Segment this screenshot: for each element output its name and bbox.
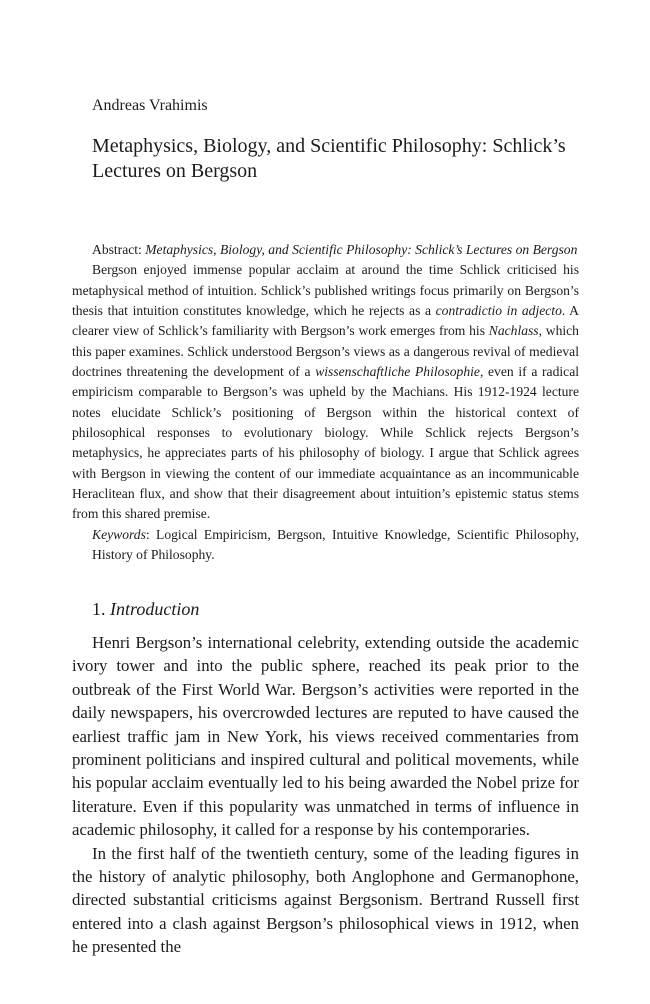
keywords bbox=[72, 525, 579, 566]
abstract-paragraph bbox=[72, 260, 579, 524]
abstract-term-wissenschaftliche: wissenschaftliche Philosophie bbox=[315, 364, 480, 380]
abstract-term-nachlass: Nachlass bbox=[488, 323, 539, 339]
keywords-label: Keywords bbox=[92, 526, 146, 542]
section-title: Introduction bbox=[110, 599, 200, 619]
abstract-text-2: . A clearer view of Schlick’s familiarity with Bergson’s work emerges from his bbox=[72, 303, 579, 339]
abstract-text-4: , even if a radical empiricism comparable to Bergson’s was upheld by the Machians. His 1912-1924 lecture notes elucidate Schlick’s positioning of Bergson within the historical context of philosophical responses to evolutionary biology. While Schlick rejects Bergson’s metaphysics, he appreciates parts of his philosophy of biology. I argue that Schlick agrees with Bergson in viewing the content of our immediate acquaintance as an incommunicable Heraclitean flux, and show that their disagreement about intuition’s epistemic status stems from this shared premise. bbox=[72, 364, 580, 522]
section-heading bbox=[92, 598, 199, 620]
abstract-text-1: Bergson enjoyed immense popular acclaim at around the time Schlick criticised his metaphysical method of intuition. Schlick’s published writings focus primarily on Bergson’s thesis that intuition constitutes knowledge, which he rejects as a bbox=[72, 262, 579, 319]
body-paragraph-1: Henri Bergson’s international celebrity, extending outside the academic ivory tower and into the public sphere, reached its peak prior to the outbreak of the First World War. Bergson’s activities were reported in the daily newspapers, his overcrowded lectures are reputed to have caused the earliest traffic jam in New York, his views received commentaries from prominent politicians and inspired cultural and political movements, while his popular acclaim eventually led to his being awarded the Nobel prize for literature. Even if this popularity was unmatched in terms of influence in academic philosophy, it called for a response by his contemporaries. bbox=[72, 633, 579, 840]
author-name: Andreas Vrahimis bbox=[92, 97, 208, 114]
section-number: 1. bbox=[92, 599, 110, 619]
abstract-term-contradictio: contradictio in adjecto bbox=[435, 303, 562, 319]
abstract-label: Abstract: bbox=[92, 242, 146, 257]
abstract-heading bbox=[72, 240, 579, 260]
paper-title: Metaphysics, Biology, and Scientific Philosophy: Schlick’s Lectures on Bergson bbox=[92, 135, 566, 182]
abstract-title: Metaphysics, Biology, and Scientific Philosophy: Schlick’s Lectures on Bergson bbox=[145, 242, 578, 257]
abstract bbox=[72, 240, 579, 566]
keywords-list: : Logical Empiricism, Bergson, Intuitive Knowledge, Scientific Philosophy, History of Philosophy. bbox=[92, 526, 579, 563]
body-text bbox=[72, 631, 579, 959]
abstract-text-3: , which this paper examines. Schlick understood Bergson’s views as a dangerous revival of medieval doctrines threatening the development of a bbox=[72, 323, 579, 380]
body-paragraph-2: In the first half of the twentieth century, some of the leading figures in the history of analytic philosophy, both Anglophone and Germanophone, directed substantial criticisms against Bergsonism. Bertrand Russell first entered into a clash against Bergson’s philosophical views in 1912, when he presented the bbox=[72, 843, 579, 957]
